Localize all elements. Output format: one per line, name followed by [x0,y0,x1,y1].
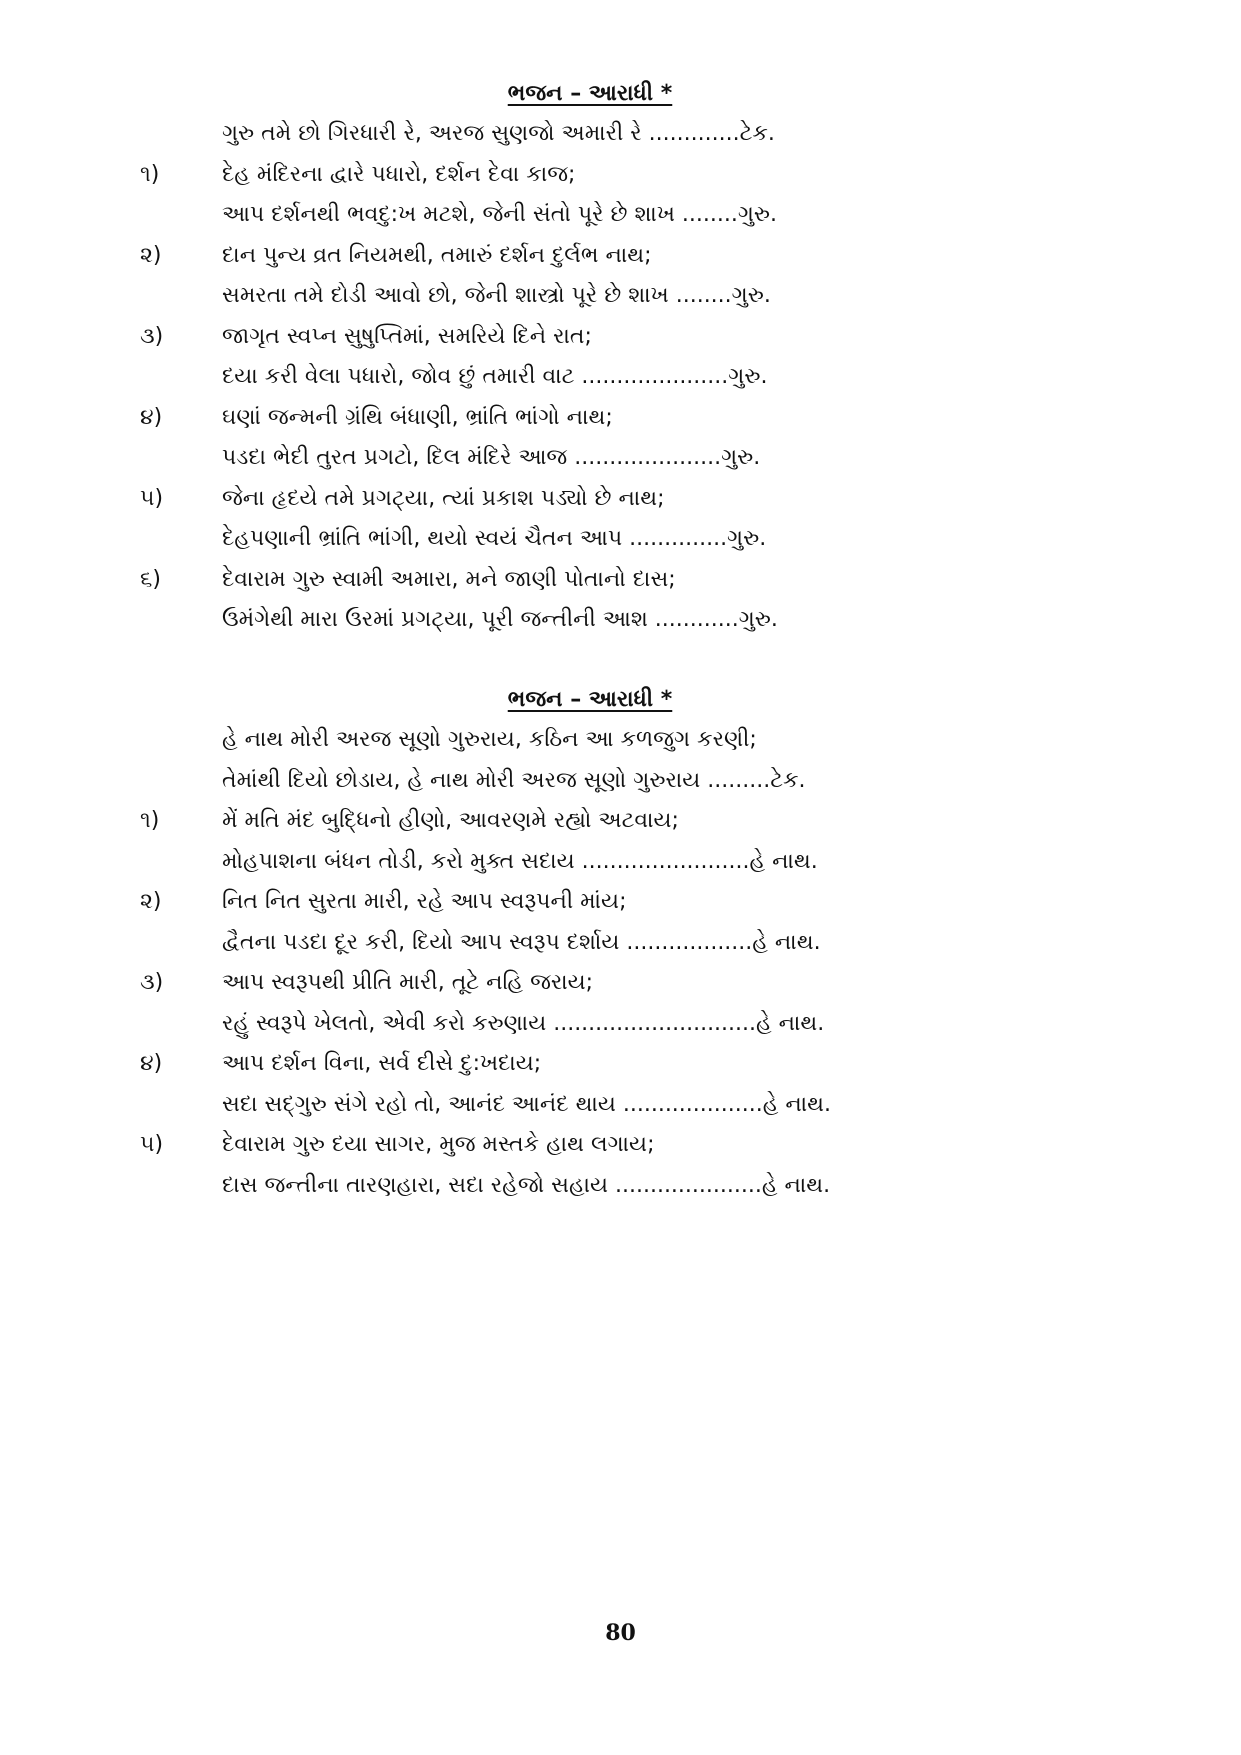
verse-text: આપ સ્વરૂપથી પ્રીતિ મારી, તૂટે નહિ જરાય; [222,970,594,995]
verse-line [140,195,1040,236]
verse-line [140,842,1040,883]
bhajan-title: ભજન – આરાધી * [507,687,673,712]
verse-text: ગુરુ તમે છો ગિરધારી રે, અરજ સુણજો અમારી રે .............ટેક. [222,121,775,146]
verse-text: ઉમંગેથી મારા ઉરમાં પ્રગટ્યા, પૂરી જન્તીની આશ ............ગુરુ. [222,607,778,632]
verse-number: ૫) [140,1132,164,1157]
page-number: 80 [605,1620,636,1646]
verse-number: ૨) [140,889,162,914]
verse-text: જાગૃત સ્વપ્ન સુષુપ્તિમાં, સમરિયે દિને રાત; [222,323,592,349]
verse-line [140,1004,1040,1045]
bhajan-title: ભજન – આરાધી * [507,81,673,106]
verse-line [140,438,1040,479]
verse-text: જેના હૃદયે તમે પ્રગટ્યા, ત્યાં પ્રકાશ પડ્યો છે નાથ; [222,485,665,511]
bhajan-section-1 [140,74,1040,641]
verse-text: હે નાથ મોરી અરજ સૂણો ગુરુરાય, કઠિન આ કળજુગ કરણી; [222,727,757,752]
verse-text: આપ દર્શનથી ભવદુ:ખ મટશે, જેની સંતો પૂરે છે શાખ ........ગુરુ. [222,202,778,227]
verse-line [140,398,1040,439]
verse-text: આપ દર્શન વિના, સર્વ દીસે દુ:ખદાય; [222,1051,542,1076]
bhajan-section-2 [140,680,1040,1206]
verse-number: ૪) [140,404,163,430]
verse-line [140,923,1040,964]
verse-text: દયા કરી વેલા પધારો, જોવ છું તમારી વાટ .....................ગુરુ. [222,364,768,389]
verse-line [140,720,1040,761]
verse-text: તેમાંથી દિયો છોડાય, હે નાથ મોરી અરજ સૂણો ગુરુરાય .........ટેક. [222,767,806,793]
verse-text: દાસ જન્તીના તારણહારા, સદા રહેજો સહાય .....................હે નાથ. [222,1172,831,1198]
verse-line [140,1044,1040,1085]
verse-line [140,519,1040,560]
verse-text: મોહપાશના બંધન તોડી, કરો મુક્ત સદાય ........................હે નાથ. [222,848,818,874]
verse-line [140,882,1040,923]
verse-text: સદા સદ્‌ગુરુ સંગે રહો તો, આનંદ આનંદ થાય ....................હે નાથ. [222,1091,832,1117]
verse-text: દ્વૈતના પડદા દૂર કરી, દિયો આપ સ્વરૂપ દર્શાય ..................હે નાથ. [222,929,821,955]
verse-line [140,801,1040,842]
verse-line [140,114,1040,155]
verse-text: નિત નિત સુરતા મારી, રહે આપ સ્વરૂપની માંય; [222,889,627,914]
verse-line [140,761,1040,802]
verse-text: દેવારામ ગુરુ દયા સાગર, મુજ મસ્તકે હાથ લગાય; [222,1132,655,1157]
verse-text: મેં મતિ મંદ બુદ્ધિનો હીણો, આવરણમે રહ્યો અટવાય; [222,808,679,833]
verse-lines [140,720,1040,1206]
verse-text: દેહપણાની ભ્રાંતિ ભાંગી, થયો સ્વયં ચૈતન આપ ..............ગુરુ. [222,526,767,551]
verse-number: ૩) [140,970,164,995]
verse-text: દેહ મંદિરના દ્વારે પધારો, દર્શન દેવા કાજ; [222,161,576,187]
verse-line [140,276,1040,317]
verse-number: ૧) [140,161,160,187]
verse-line [140,155,1040,196]
verse-line [140,1125,1040,1166]
verse-line [140,236,1040,277]
verse-line [140,1166,1040,1207]
verse-number: ૨) [140,242,162,268]
verse-number: ૬) [140,566,161,592]
verse-line [140,560,1040,601]
verse-line [140,600,1040,641]
verse-text: પડદા ભેદી તુરત પ્રગટો, દિલ મંદિરે આજ .....................ગુરુ. [222,445,761,470]
verse-text: દાન પુન્ય વ્રત નિયમથી, તમારું દર્શન દુર્લભ નાથ; [222,242,652,268]
verse-number: ૧) [140,808,160,833]
verse-text: ઘણાં જન્મની ગ્રંથિ બંધાણી, ભ્રાંતિ ભાંગો નાથ; [222,404,613,430]
verse-text: રહું સ્વરૂપે ખેલતો, એવી કરો કરુણાય .............................હે નાથ. [222,1010,825,1036]
verse-number: ૩) [140,323,164,349]
verse-lines [140,114,1040,641]
verse-line [140,963,1040,1004]
verse-number: ૪) [140,1051,163,1076]
verse-number: ૫) [140,485,164,511]
verse-text: સમરતા તમે દોડી આવો છો, જેની શાસ્ત્રો પૂરે છે શાખ ........ગુરુ. [222,283,771,308]
verse-line [140,357,1040,398]
verse-text: દેવારામ ગુરુ સ્વામી અમારા, મને જાણી પોતાનો દાસ; [222,566,676,592]
verse-line [140,479,1040,520]
verse-line [140,317,1040,358]
verse-line [140,1085,1040,1126]
